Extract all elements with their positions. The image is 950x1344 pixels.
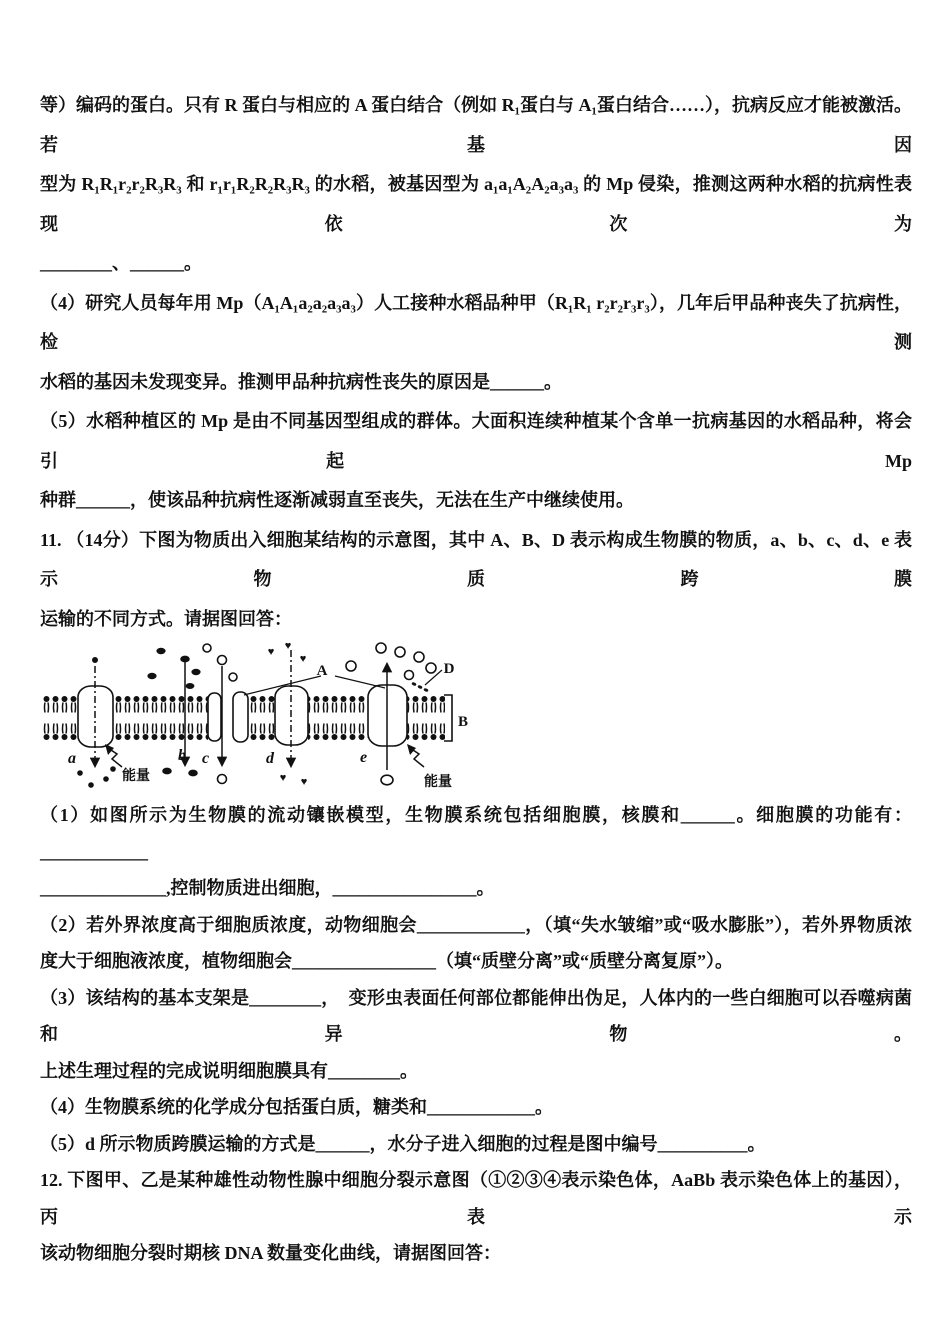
q11-part-line-4: 度大于细胞液浓度，植物细胞会________________（填“质壁分离”或“质壁分离复原”）。 (40, 951, 733, 971)
q10-line-4: （4）研究人员每年用 Mp（A₁A₁a₂a₂a₃a₃）人工接种水稻品种甲（R₁R₁ r₂r₂r₃r₃），几年后甲品种丧失了抗病性，检测 (40, 292, 912, 352)
q11-part-line-8: （5）d 所示物质跨膜运输的方式是______，水分子进入细胞的过程是图中编号__________。 (40, 1133, 766, 1154)
svg-text:♥: ♥ (300, 776, 308, 788)
q11-part-line-6: 上述生理过程的完成说明细胞膜具有________。 (40, 1060, 418, 1081)
q11-part-line-5: （3）该结构的基本支架是________， 变形虫表面任何部位都能伸出伪足，人体内的一些白细胞可以吞噬病菌和异物。 (40, 987, 912, 1044)
label-D: D (443, 661, 455, 677)
q11-part-line-3: （2）若外界浓度高于细胞质浓度，动物细胞会____________，（填“失水皱缩”或“吸水膨胀”），若外界物质浓 (40, 914, 912, 935)
label-A: A (316, 663, 328, 679)
q11-part-line-2: ______________,控制物质进出细胞，________________。 (40, 878, 495, 898)
channel-protein-left (208, 693, 221, 741)
q10-line-3: ________、______。 (40, 253, 202, 273)
pointer-A-right (335, 676, 385, 688)
label-energy-left: 能量 (122, 769, 150, 784)
svg-text:♥: ♥ (299, 653, 307, 665)
q12-line-2: 该动物细胞分裂时期核 DNA 数量变化曲线，请据图回答： (40, 1243, 502, 1263)
question-10-continuation (40, 86, 912, 521)
channel-protein-right (233, 692, 248, 742)
label-d: d (266, 750, 274, 767)
svg-text:♥: ♥ (267, 646, 275, 658)
q10-line-6: （5）水稻种植区的 Mp 是由不同基因型组成的群体。大面积连续种植某个含单一抗病基因的水稻品种，将会引起 Mp (40, 411, 912, 471)
q10-line-1: 等）编码的蛋白。只有 R 蛋白与相应的 A 蛋白结合（例如 R₁蛋白与 A₁蛋白结合……），抗病反应才能被激活。若基因 (40, 95, 912, 155)
label-c: c (202, 750, 210, 767)
q11-part-line-1: （1）如图所示为生物膜的流动镶嵌模型，生物膜系统包括细胞膜，核膜和______。细胞膜的功能有：____________ (40, 805, 912, 862)
svg-text:♥: ♥ (284, 640, 292, 652)
label-b: b (178, 747, 186, 764)
q10-line-5: 水稻的基因未发现变异。推测甲品种抗病性丧失的原因是______。 (40, 371, 562, 392)
question-11-parts (40, 797, 912, 1162)
membrane-transport-figure (40, 639, 912, 797)
q12-line-1: 12. 下图甲、乙是某种雄性动物性腺中细胞分裂示意图（①②③④表示染色体，AaBb 表示染色体上的基因），丙表示 (40, 1170, 912, 1227)
energy-arrowhead-e (407, 744, 416, 755)
q11-part-line-7: （4）生物膜系统的化学成分包括蛋白质，糖类和____________。 (40, 1097, 553, 1117)
q10-line-2: 型为 R₁R₁r₂r₂R₃R₃ 和 r₁r₁R₂R₂R₃R₃ 的水稻，被基因型为 a₁a₁A₂A₂a₃a₃ 的 Mp 侵染，推测这两种水稻的抗病性表现依次为 (40, 174, 912, 234)
energy-arrowhead-a (105, 744, 114, 755)
q10-line-7: 种群______，使该品种抗病性逐渐减弱直至丧失，无法在生产中继续使用。 (40, 490, 634, 510)
label-a: a (68, 750, 76, 767)
question-12-intro (40, 1162, 912, 1272)
membrane-diagram-svg (40, 639, 486, 797)
q11-intro-line-2: 运输的不同方式。请据图回答： (40, 608, 292, 629)
bracket-B (444, 695, 452, 741)
label-B: B (458, 714, 469, 730)
label-e: e (360, 749, 368, 766)
q11-intro-line-1: 11. （14分）下图为物质出入细胞某结构的示意图，其中 A、B、D 表示构成生物膜的物质，a、b、c、d、e 表示物质跨膜 (40, 529, 912, 589)
question-11-intro (40, 521, 912, 640)
svg-text:♥: ♥ (279, 772, 287, 784)
label-energy-right: 能量 (424, 775, 452, 790)
